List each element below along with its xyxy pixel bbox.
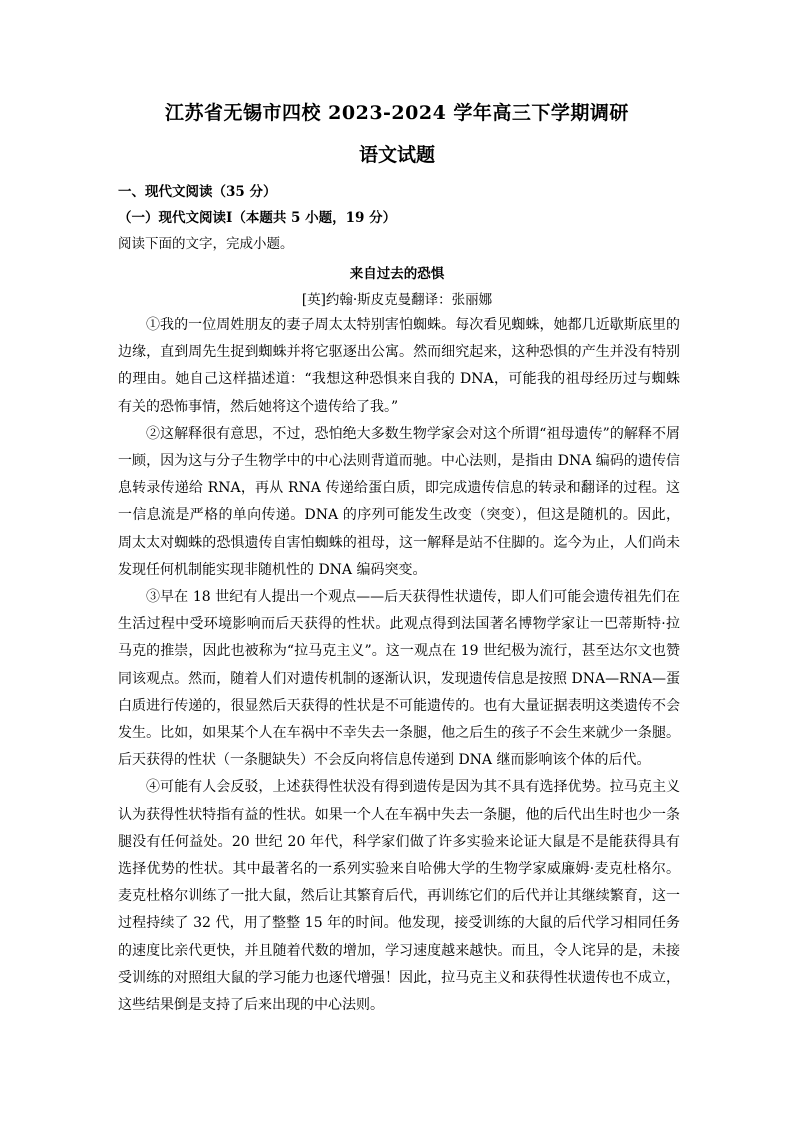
- paragraph: ①我的一位周姓朋友的妻子周太太特别害怕蜘蛛。每次看见蜘蛛，她都几近歇斯底里的边缘，直到周先生捉到蜘蛛并将它驱逐出公寓。然而细究起来，这种恐惧的产生并没有特别的理由。她自己这样描述道：“我想这种恐惧来自我的 DNA，可能我的祖母经历过与蜘蛛有关的恐怖事情，然后她将这个遗传给了我。”: [118, 317, 680, 415]
- paragraph: ④可能有人会反驳，上述获得性状没有得到遗传是因为其不具有选择优势。拉马克主义认为获得性状特指有益的性状。如果一个人在车祸中失去一条腿，他的后代出生时也少一条腿没有任何益处。20 世纪 20 年代，科学家们做了许多实验来论证大鼠是不是能获得具有选择优势的性状。其中最著名的一系列实验来自哈佛大学的生物学家威廉姆·麦克杜格尔。麦克杜格尔训练了一批大鼠，然后让其繁育后代，再训练它们的后代并让其继续繁育，这一过程持续了 32 代，用了整整 15 年的时间。他发现，接受训练的大鼠的后代学习相同任务的速度比亲代更快，并且随着代数的增加，学习速度越来越快。而且，令人诧异的是，未接受训练的对照组大鼠的学习能力也逐代增强！因此，拉马克主义和获得性状遗传也不成立，这些结果倒是支持了后来出现的中心法则。: [118, 779, 680, 1014]
- subsection-heading: （一）现代文阅读Ⅰ（本题共 5 小题，19 分）: [118, 210, 397, 226]
- document-title: 江苏省无锡市四校 2023-2024 学年高三下学期调研: [165, 102, 629, 124]
- article-author: [英]约翰·斯皮克曼翻译：张丽娜: [301, 292, 493, 308]
- article-body: [118, 312, 680, 1019]
- paragraph: ②这解释很有意思，不过，恐怕绝大多数生物学家会对这个所谓“祖母遗传”的解释不屑一顾，因为这与分子生物学中的中心法则背道而驰。中心法则，是指由 DNA 编码的遗传信息转录传递给 RNA，再从 RNA 传递给蛋白质，即完成遗传信息的转录和翻译的过程。这一信息流是严格的单向传递。DNA 的序列可能发生改变（突变），但这是随机的。因此，周太太对蜘蛛的恐惧遗传自害怕蜘蛛的祖母，这一解释是站不住脚的。迄今为止，人们尚未发现任何机制能实现非随机性的 DNA 编码突变。: [118, 425, 680, 578]
- document-subtitle: 语文试题: [358, 144, 435, 166]
- paragraph: ③早在 18 世纪有人提出一个观点——后天获得性状遗传，即人们可能会遗传祖先们在生活过程中受环境影响而后天获得的性状。此观点得到法国著名博物学家让一巴蒂斯特·拉马克的推崇，因此也被称为“拉马克主义”。这一观点在 19 世纪极为流行，甚至达尔文也赞同该观点。然而，随着人们对遗传机制的逐渐认识，发现遗传信息是按照 DNA—RNA—蛋白质进行传递的，很显然后天获得的性状是不可能遗传的。也有大量证据表明这类遗传不会发生。比如，如果某个人在车祸中不幸失去一条腿，他之后生的孩子不会生来就少一条腿。后天获得的性状（一条腿缺失）不会反向将信息传递到 DNA 继而影响该个体的后代。: [118, 589, 680, 769]
- section-heading: 一、现代文阅读（35 分）: [118, 184, 277, 200]
- article-title: 来自过去的恐惧: [349, 266, 445, 282]
- reading-instruction: 阅读下面的文字，完成小题。: [118, 236, 294, 252]
